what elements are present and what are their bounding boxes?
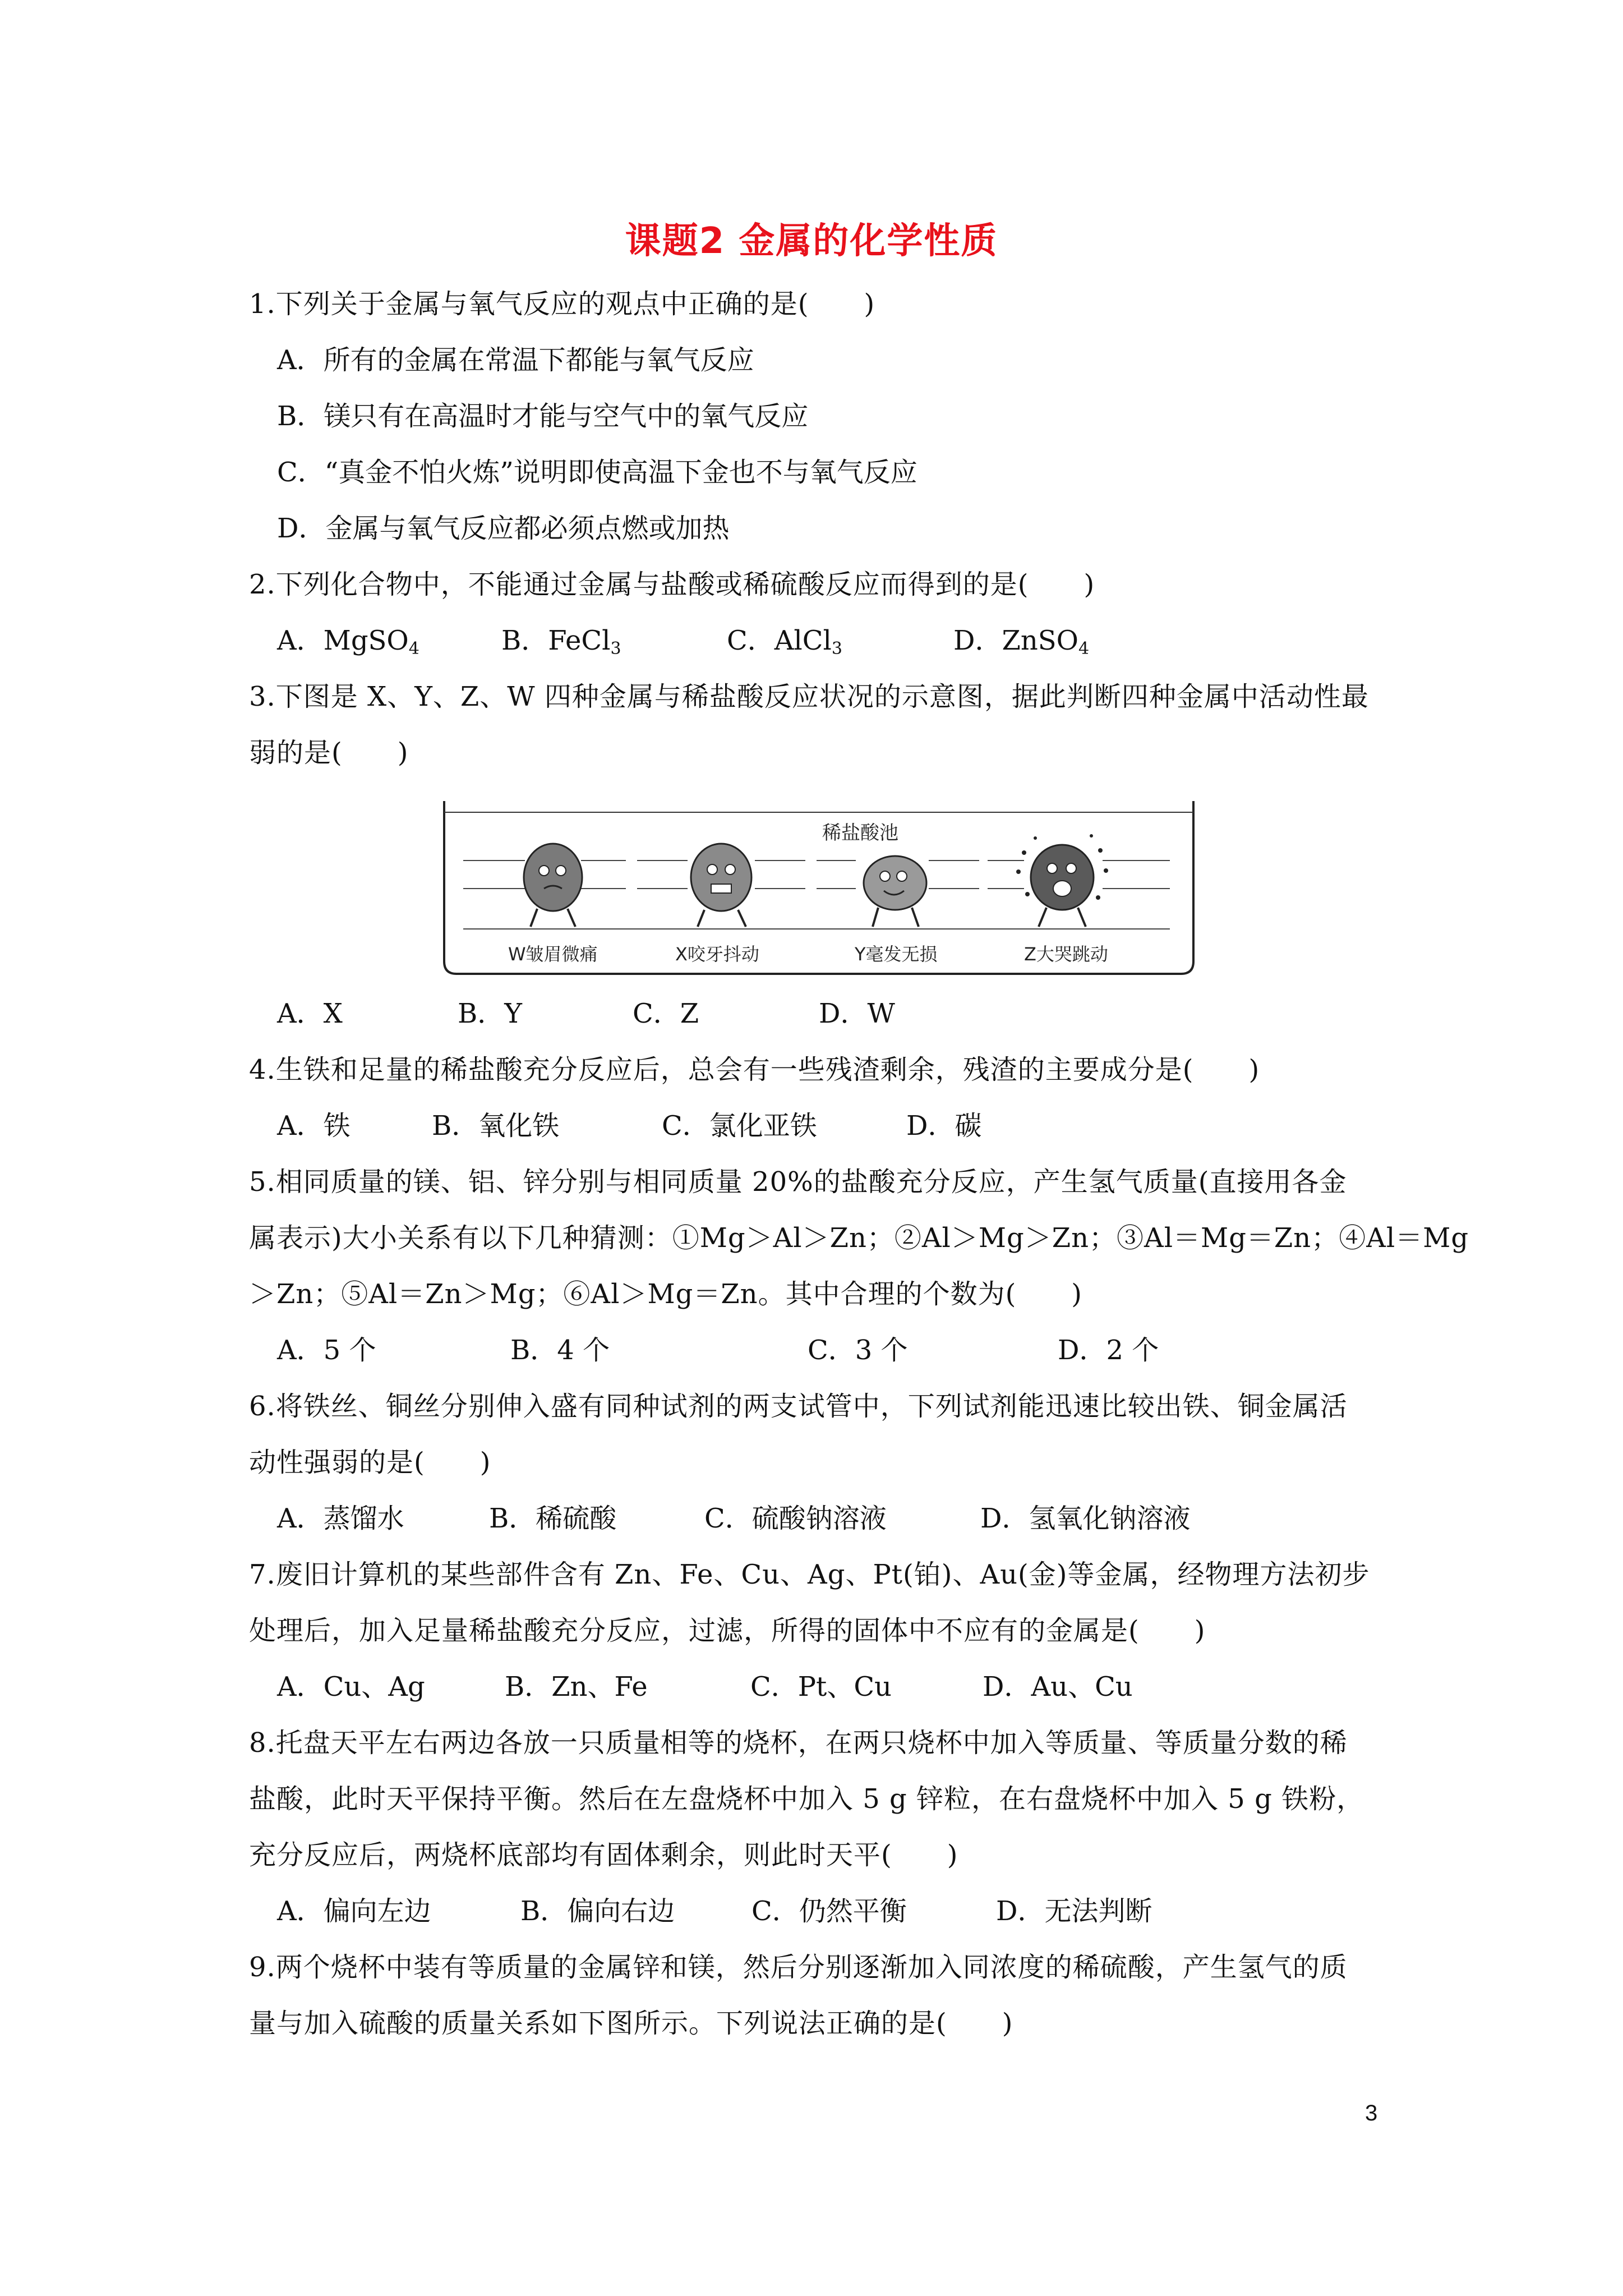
metal-y-character — [864, 856, 926, 927]
q5-option-d: D．2 个 — [1058, 1335, 1159, 1366]
caption-y: Y毫发无损 — [855, 944, 938, 965]
q2-option-c: C．AlCl$_3$ — [727, 625, 842, 659]
q6-option-a: A．蒸馏水 — [277, 1503, 404, 1534]
q7-option-c: C．Pt、Cu — [750, 1671, 892, 1703]
q7-stem-line2: 处理后，加入足量稀盐酸充分反应，过滤，所得的固体中不应有的金属是( ) — [249, 1615, 1206, 1646]
q3-stem-line2: 弱的是( ) — [249, 737, 409, 769]
q6-option-d: D．氢氧化钠溶液 — [980, 1503, 1191, 1534]
q1-option-a: A．所有的金属在常温下都能与氧气反应 — [277, 344, 754, 376]
q6-stem-line1: 6.将铁丝、铜丝分别伸入盛有同种试剂的两支试管中，下列试剂能迅速比较出铁、铜金属活 — [249, 1391, 1348, 1422]
q3-option-d: D．W — [819, 998, 895, 1029]
q5-option-b: B．4 个 — [510, 1335, 610, 1366]
caption-w: W皱眉微痛 — [508, 944, 598, 965]
pool-label: 稀盐酸池 — [822, 822, 898, 844]
metal-w-character — [524, 844, 582, 927]
q7-stem-line1: 7.废旧计算机的某些部件含有 Zn、Fe、Cu、Ag、Pt(铂)、Au(金)等金属，经物理方法初步 — [249, 1559, 1370, 1590]
q3-option-c: C．Z — [633, 998, 699, 1029]
q2-stem: 2.下列化合物中，不能通过金属与盐酸或稀硫酸反应而得到的是( ) — [249, 569, 1095, 600]
q2-option-b: B．FeCl$_3$ — [501, 625, 621, 659]
q7-option-a: A．Cu、Ag — [277, 1671, 425, 1703]
q5-option-a: A．5 个 — [277, 1335, 376, 1366]
q4-stem: 4.生铁和足量的稀盐酸充分反应后，总会有一些残渣剩余，残渣的主要成分是( ) — [249, 1054, 1260, 1085]
q2-option-a: A．MgSO$_4$ — [277, 625, 419, 659]
q5-stem-line2: 属表示)大小关系有以下几种猜测：①Mg＞Al＞Zn；②Al＞Mg＞Zn；③Al＝Mg＝Zn；④Al＝Mg — [249, 1222, 1469, 1254]
q5-stem-line3: ＞Zn；⑤Al＝Zn＞Mg；⑥Al＞Mg＝Zn。其中合理的个数为( ) — [249, 1278, 1083, 1310]
q4-option-b: B．氧化铁 — [432, 1110, 560, 1142]
caption-z: Z大哭跳动 — [1024, 944, 1108, 965]
q6-option-b: B．稀硫酸 — [489, 1503, 617, 1534]
q8-option-d: D．无法判断 — [996, 1895, 1152, 1927]
q1-option-c: C．“真金不怕火炼”说明即使高温下金也不与氧气反应 — [277, 457, 917, 488]
q3-option-a: A．X — [277, 998, 343, 1029]
acid-pool-figure — [441, 799, 1197, 977]
q8-stem-line1: 8.托盘天平左右两边各放一只质量相等的烧杯，在两只烧杯中加入等质量、等质量分数的稀 — [249, 1727, 1348, 1759]
q2-option-d: D．ZnSO$_4$ — [953, 625, 1090, 659]
page-title: 课题2 金属的化学性质 — [625, 220, 998, 262]
q1-option-d: D．金属与氧气反应都必须点燃或加热 — [277, 513, 730, 544]
q5-stem-line1: 5.相同质量的镁、铝、锌分别与相同质量 20%的盐酸充分反应，产生氢气质量(直接用各金 — [249, 1166, 1347, 1198]
q8-option-c: C．仍然平衡 — [751, 1895, 907, 1927]
q5-option-c: C．3 个 — [808, 1335, 908, 1366]
q4-option-c: C．氯化亚铁 — [662, 1110, 817, 1142]
q4-option-a: A．铁 — [277, 1110, 351, 1142]
q7-option-b: B．Zn、Fe — [505, 1671, 648, 1703]
page-number: 3 — [1365, 2101, 1378, 2125]
metal-x-character — [691, 844, 751, 927]
q3-stem-line1: 3.下图是 X、Y、Z、W 四种金属与稀盐酸反应状况的示意图，据此判断四种金属中活动性最 — [249, 681, 1369, 712]
q6-option-c: C．硫酸钠溶液 — [704, 1503, 887, 1534]
q9-stem-line2: 量与加入硫酸的质量关系如下图所示。下列说法正确的是( ) — [249, 2008, 1013, 2039]
q1-option-b: B．镁只有在高温时才能与空气中的氧气反应 — [277, 401, 809, 432]
q8-option-a: A．偏向左边 — [277, 1895, 431, 1927]
q3-option-b: B．Y — [458, 998, 522, 1029]
metal-z-character — [1016, 834, 1108, 927]
q9-stem-line1: 9.两个烧杯中装有等质量的金属锌和镁，然后分别逐渐加入同浓度的稀硫酸，产生氢气的质 — [249, 1952, 1348, 1983]
q6-stem-line2: 动性强弱的是( ) — [249, 1447, 491, 1478]
q4-option-d: D．碳 — [906, 1110, 982, 1142]
q7-option-d: D．Au、Cu — [983, 1671, 1133, 1703]
q1-stem: 1.下列关于金属与氧气反应的观点中正确的是( ) — [249, 288, 875, 320]
q8-stem-line2: 盐酸，此时天平保持平衡。然后在左盘烧杯中加入 5 g 锌粒，在右盘烧杯中加入 5 g 铁粉， — [249, 1783, 1364, 1815]
q8-stem-line3: 充分反应后，两烧杯底部均有固体剩余，则此时天平( ) — [249, 1839, 958, 1871]
caption-x: X咬牙抖动 — [675, 944, 759, 965]
q8-option-b: B．偏向右边 — [520, 1895, 675, 1927]
